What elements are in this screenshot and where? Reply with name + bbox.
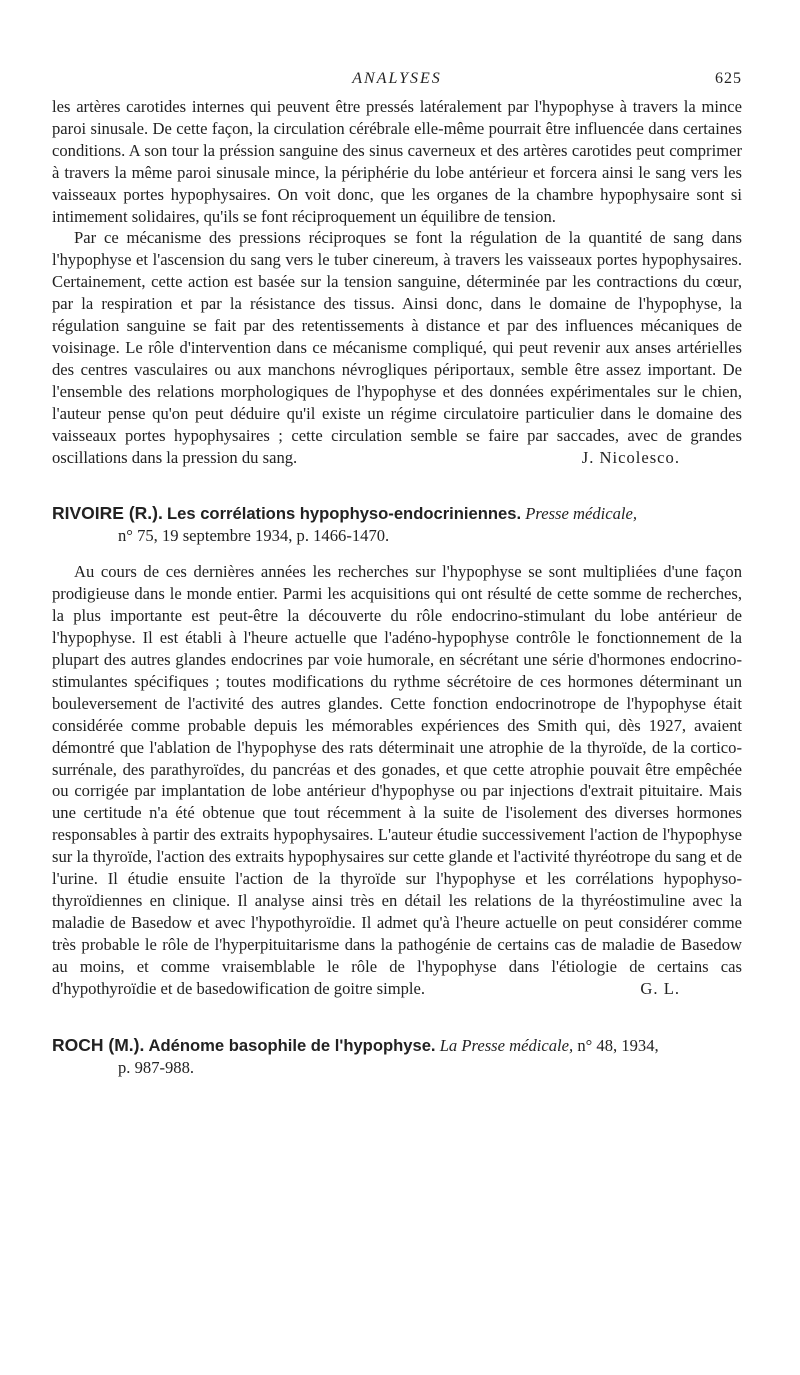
entry-journal: Presse médicale,	[525, 504, 638, 524]
entry-heading	[52, 1034, 742, 1079]
entry-reference: n° 75, 19 septembre 1934, p. 1466-1470.	[118, 526, 390, 546]
analysis-rivoire	[52, 502, 742, 999]
analysis-nicolesco	[52, 96, 742, 468]
signature: G. L.	[640, 978, 680, 998]
journal-page	[52, 70, 742, 1093]
paragraph-text: Au cours de ces dernières années les recherches sur l'hypophyse se sont multipliées d'une façon prodigieuse dans le monde entier. Parmi les acquisitions qui ont résulté de cette somme de recherches, la plus importante est peut-être la découverte du rôle endocrino-stimulant du lobe antérieur de l'hypophyse. Il est établi à l'heure actuelle que l'adéno-hypophyse contrôle le fonctionnement de la plupart des autres glandes endocrines par voie humorale, en sécrétant une série d'hormones endocrino-stimulantes spécifiques ; toutes modifications du rythme sécrétoire de ces hormones déterminant un bouleversement de l'activité des autres glandes. Cette fonction endocrinotrope de l'hypophyse était considérée comme probable depuis les mémorables expériences des Smith qui, dès 1927, avaient démontré que l'ablation de l'hypophyse des rats déterminait une atrophie de la thyroïde, de la cortico-surrénale, des parathyroïdes, du pancréas et des gonades, et que cette atrophie pouvait être empêchée ou corrigée par implantation de lobe antérieur d'hypophyse ou par injections d'extrait pituitaire. Mais une certitude n'a été obtenue que tout récemment à la suite de l'isolement des diverses hormones responsables à partir des extraits hypophysaires. L'auteur étudie successivement l'action de l'hypophyse sur la thyroïde, l'action des extraits hypophysaires sur cette glande et l'activité thyréotrope du sang et de l'urine. Il étudie ensuite l'action de la thyroïde sur l'hypophyse et les corrélations hypophyso-thyroïdiennes en clinique. Il analyse ainsi très en détail les relations de la thyréostimuline avec la maladie de Basedow et avec l'hypothyroïdie. Il admet qu'à l'heure actuelle on peut considérer comme très probable le rôle de l'hyperpituitarisme dans la pathogénie de certains cas de maladie de Basedow au moins, et comme vraisemblable le rôle de l'hypophyse dans l'étiologie de certains cas d'hypothyroïdie et de basedowification de goitre simple.	[52, 562, 742, 998]
paragraph-text: Par ce mécanisme des pressions réciproques se font la régulation de la quantité de sang dans l'hypophyse et l'ascension du sang vers le tuber cinereum, à travers les vaisseaux portes hypophysaires. Certainement, cette action est basée sur la tension sanguine, déterminée par les contractions du cœur, par la respiration et par la résistance des tissus. Ainsi donc, dans le domaine de l'hypophyse, la régulation sanguine se fait par des retentissements à distance et par des influences mécaniques de voisinage. Le rôle d'intervention dans ce mécanisme compliqué, qui peut revenir aux anses artérielles des centres vasculaires ou aux manchons névrogliques périportaux, semble être assez important. De l'ensemble des relations morphologiques de l'hypophyse et des données expérimentales sur le chien, l'auteur pense qu'on peut déduire qu'il existe un régime circulatoire particulier dans le domaine des vaisseaux portes hypophysaires ; cette circulation semble se faire par saccades, avec de grandes oscillations dans la pression du sang.	[52, 228, 742, 467]
entry-journal: La Presse médicale,	[439, 1035, 574, 1055]
body-paragraph	[52, 227, 742, 468]
entry-title: Les corrélations hypophyso-endocriniennes.	[167, 504, 522, 524]
body-paragraph: les artères carotides internes qui peuvent être pressés latéralement par l'hypophyse à travers la mince paroi sinusale. De cette façon, la circulation cérébrale elle-même pourrait être influencée dans certaines conditions. A son tour la préssion sanguine des sinus caverneux et des artères carotides peut comprimer à travers la même paroi sinusale mince, la périphérie du lobe antérieur et forcera ainsi le sang vers les vaisseaux portes hypophysaires. On voit donc, que les organes de la chambre hypophysaire sont si intimement solidaires, qu'ils se font réciproquement un équilibre de tension.	[52, 97, 742, 226]
running-header	[52, 70, 742, 96]
entry-author: ROCH (M.).	[52, 1034, 145, 1055]
entry-title: Adénome basophile de l'hypophyse.	[148, 1035, 436, 1055]
entry-author: RIVOIRE (R.).	[52, 503, 163, 524]
body-paragraph	[52, 561, 742, 999]
entry-reference-inline: n° 48, 1934,	[577, 1035, 659, 1055]
analysis-roch	[52, 1034, 742, 1079]
entry-reference: p. 987-988.	[118, 1057, 195, 1077]
page-number: 625	[715, 70, 742, 87]
entry-heading	[52, 502, 742, 547]
signature: J. Nicolesco.	[581, 447, 680, 467]
running-title: ANALYSES	[352, 70, 442, 87]
